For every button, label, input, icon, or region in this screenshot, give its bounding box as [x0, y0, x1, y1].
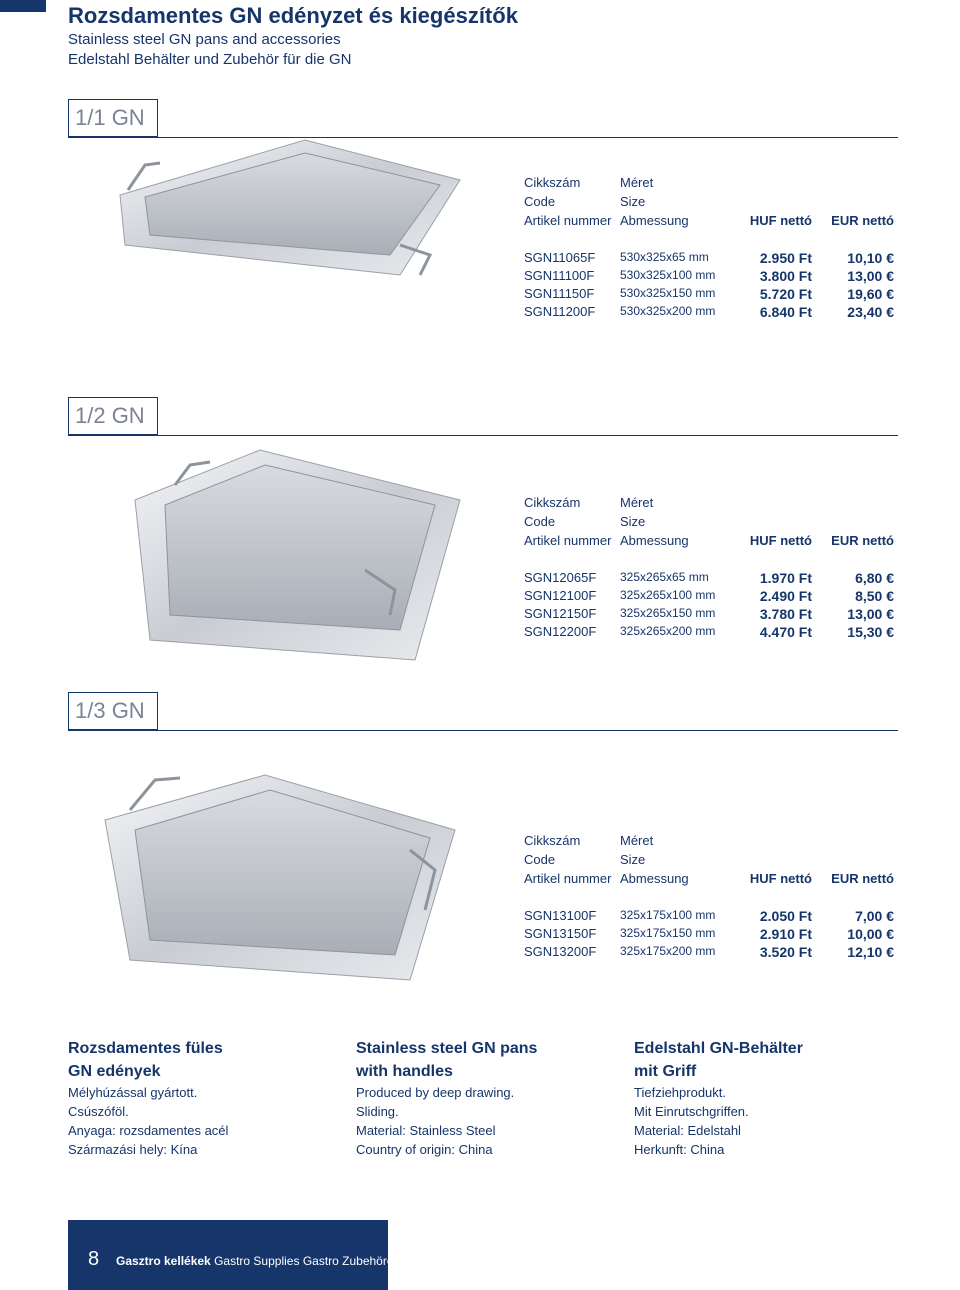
header-code-en: Code — [524, 194, 556, 209]
header-code-hu: Cikkszám — [524, 495, 581, 510]
table-row — [524, 286, 898, 304]
corner-mark — [0, 0, 46, 12]
subtitle-de: Edelstahl Behälter und Zubehör für die GN — [68, 51, 352, 68]
section-rule — [68, 435, 898, 436]
row-huf: 5.720 Ft — [759, 286, 812, 302]
row-code: SGN13200F — [524, 944, 597, 959]
row-size: 325x265x100 mm — [620, 588, 716, 602]
row-code: SGN11100F — [524, 268, 595, 283]
row-eur: 7,00 € — [855, 908, 894, 924]
header-size-hu: Méret — [620, 495, 654, 510]
page-header — [68, 2, 518, 70]
row-eur: 10,10 € — [847, 250, 894, 266]
table-row — [524, 268, 898, 286]
row-huf: 6.840 Ft — [759, 304, 812, 320]
description-line: Csúszóföl. — [68, 1104, 129, 1119]
description-line: Mit Einrutschgriffen. — [634, 1104, 749, 1119]
row-size: 530x325x65 mm — [620, 250, 709, 264]
header-huf: HUF nettó — [749, 533, 812, 548]
row-eur: 12,10 € — [847, 944, 894, 960]
description-line: Tiefziehprodukt. — [634, 1085, 727, 1100]
header-code-hu: Cikkszám — [524, 175, 581, 190]
section-label-1-3: 1/3 GN — [68, 692, 158, 730]
row-eur: 13,00 € — [847, 606, 894, 622]
page-footer — [68, 1220, 394, 1290]
row-size: 325x265x200 mm — [620, 624, 716, 638]
header-code-de: Artikel nummer — [524, 533, 612, 548]
row-huf: 2.910 Ft — [759, 926, 812, 942]
row-eur: 13,00 € — [847, 268, 894, 284]
table-row — [524, 926, 898, 944]
description-line: Country of origin: China — [356, 1142, 493, 1157]
row-eur: 10,00 € — [847, 926, 894, 942]
header-size-de: Abmessung — [620, 871, 689, 886]
header-size-en: Size — [620, 514, 646, 529]
row-huf: 3.780 Ft — [759, 606, 812, 622]
row-size: 325x175x100 mm — [620, 908, 716, 922]
header-code-de: Artikel nummer — [524, 871, 612, 886]
header-eur: EUR nettó — [831, 213, 894, 228]
header-size-hu: Méret — [620, 175, 654, 190]
row-code: SGN12200F — [524, 624, 597, 639]
price-table-1-3 — [524, 833, 898, 962]
row-code: SGN11200F — [524, 304, 596, 319]
header-code-en: Code — [524, 852, 556, 867]
table-row — [524, 304, 898, 322]
description-line: Mélyhúzással gyártott. — [68, 1085, 198, 1100]
price-table-1-1 — [524, 175, 898, 322]
header-size-de: Abmessung — [620, 213, 689, 228]
table-row — [524, 624, 898, 642]
header-code-hu: Cikkszám — [524, 833, 581, 848]
description-line: Produced by deep drawing. — [356, 1085, 515, 1100]
header-eur: EUR nettó — [831, 871, 894, 886]
section-rule — [68, 730, 898, 731]
description-line: Sliding. — [356, 1104, 399, 1119]
row-code: SGN11150F — [524, 286, 595, 301]
header-huf: HUF nettó — [749, 871, 812, 886]
row-code: SGN13150F — [524, 926, 597, 941]
page-number: 8 — [88, 1248, 100, 1270]
row-eur: 8,50 € — [855, 588, 894, 604]
row-size: 325x175x150 mm — [620, 926, 716, 940]
table-row — [524, 606, 898, 624]
gn-pan-1-3-image — [90, 770, 470, 990]
footer-en: Gastro Supplies — [214, 1254, 300, 1268]
footer-text — [116, 1254, 394, 1268]
row-size: 530x325x100 mm — [620, 268, 716, 282]
row-code: SGN12150F — [524, 606, 597, 621]
footer-hu: Gasztro kellékek — [116, 1254, 211, 1268]
description-title: GN edények — [68, 1063, 161, 1080]
table-row — [524, 588, 898, 606]
row-eur: 6,80 € — [855, 570, 894, 586]
section-label-1-1: 1/1 GN — [68, 99, 158, 137]
description-hu — [68, 1037, 228, 1159]
row-eur: 19,60 € — [847, 286, 894, 302]
row-huf: 2.950 Ft — [759, 250, 812, 266]
description-title: Rozsdamentes füles — [68, 1040, 223, 1057]
row-code: SGN11065F — [524, 250, 596, 265]
row-huf: 1.970 Ft — [759, 570, 812, 586]
header-size-hu: Méret — [620, 833, 654, 848]
header-size-de: Abmessung — [620, 533, 689, 548]
description-line: Származási hely: Kína — [68, 1142, 198, 1157]
row-huf: 2.050 Ft — [759, 908, 812, 924]
table-row — [524, 944, 898, 962]
table-row — [524, 570, 898, 588]
description-de — [634, 1037, 803, 1159]
price-table-1-2 — [524, 495, 898, 642]
row-size: 325x265x150 mm — [620, 606, 716, 620]
row-huf: 3.800 Ft — [759, 268, 812, 284]
row-size: 530x325x150 mm — [620, 286, 716, 300]
row-eur: 15,30 € — [847, 624, 894, 640]
description-line: Herkunft: China — [634, 1142, 725, 1157]
row-huf: 4.470 Ft — [759, 624, 812, 640]
description-line: Anyaga: rozsdamentes acél — [68, 1123, 229, 1138]
header-code-en: Code — [524, 514, 556, 529]
header-code-de: Artikel nummer — [524, 213, 612, 228]
description-title: with handles — [356, 1063, 453, 1080]
row-eur: 23,40 € — [847, 304, 894, 320]
gn-pan-1-2-image — [115, 440, 475, 670]
header-huf: HUF nettó — [749, 213, 812, 228]
description-en — [356, 1037, 537, 1159]
description-line: Material: Stainless Steel — [356, 1123, 496, 1138]
description-title: Stainless steel GN pans — [356, 1040, 538, 1057]
gn-pan-1-1-image — [100, 135, 480, 285]
row-size: 530x325x200 mm — [620, 304, 716, 318]
description-line: Material: Edelstahl — [634, 1123, 741, 1138]
table-row — [524, 250, 898, 268]
description-title: mit Griff — [634, 1063, 697, 1080]
row-code: SGN12065F — [524, 570, 597, 585]
page-title: Rozsdamentes GN edényzet és kiegészítők — [68, 3, 518, 28]
footer-de: Gastro Zubehöre — [302, 1254, 394, 1268]
row-huf: 3.520 Ft — [759, 944, 812, 960]
subtitle-en: Stainless steel GN pans and accessories — [68, 31, 341, 48]
row-huf: 2.490 Ft — [759, 588, 812, 604]
section-label-1-2: 1/2 GN — [68, 397, 158, 435]
description-title: Edelstahl GN-Behälter — [634, 1040, 803, 1057]
header-size-en: Size — [620, 194, 646, 209]
row-size: 325x175x200 mm — [620, 944, 716, 958]
row-size: 325x265x65 mm — [620, 570, 709, 584]
row-code: SGN13100F — [524, 908, 597, 923]
row-code: SGN12100F — [524, 588, 597, 603]
header-eur: EUR nettó — [831, 533, 894, 548]
table-row — [524, 908, 898, 926]
header-size-en: Size — [620, 852, 646, 867]
